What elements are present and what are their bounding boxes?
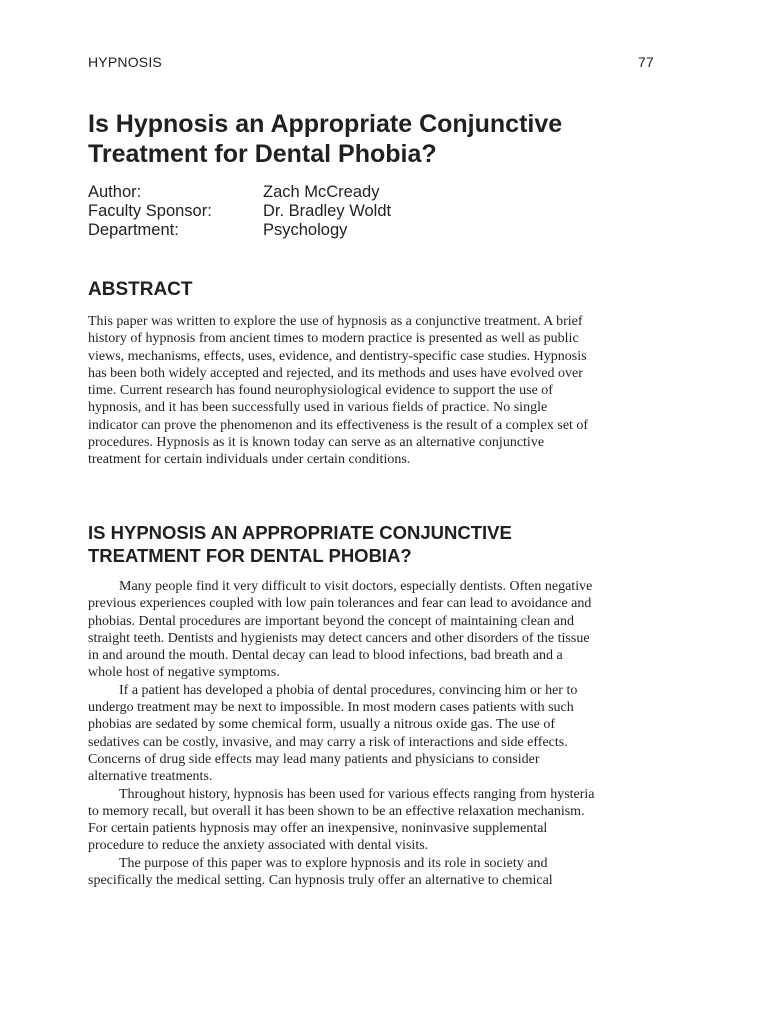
text-line: sedatives can be costly, invasive, and may carry a risk of interactions and side effects. xyxy=(88,734,568,750)
section-heading-line: TREATMENT FOR DENTAL PHOBIA? xyxy=(88,545,412,566)
meta-value: Dr. Bradley Woldt xyxy=(263,202,392,220)
text-line: treatment for certain individuals under certain conditions. xyxy=(88,452,411,468)
paper-title-line: Treatment for Dental Phobia? xyxy=(88,140,437,168)
text-line: alternative treatments. xyxy=(88,769,213,785)
text-line: procedure to reduce the anxiety associated with dental visits. xyxy=(88,838,429,854)
abstract-body xyxy=(88,313,668,469)
meta-value: Zach McCready xyxy=(263,183,380,201)
meta-row-sponsor xyxy=(88,202,391,221)
text-line: procedures. Hypnosis as it is known today can serve as an alternative conjunctive xyxy=(88,435,545,451)
text-line: hypnosis, and it has been successfully used in various fields of practice. No single xyxy=(88,400,548,416)
abstract-heading: ABSTRACT xyxy=(88,279,193,300)
section-heading-line: IS HYPNOSIS AN APPROPRIATE CONJUNCTIVE xyxy=(88,522,512,543)
text-line: indicator can prove the phenomenon and its effectiveness is the result of a complex set of xyxy=(88,417,589,433)
text-line: undergo treatment may be next to impossible. In most modern cases patients with such xyxy=(88,700,574,716)
text-line: Many people find it very difficult to visit doctors, especially dentists. Often negative xyxy=(119,579,593,594)
text-line: to memory recall, but overall it has been shown to be an effective relaxation mechanism. xyxy=(88,803,585,819)
paragraph xyxy=(88,682,668,786)
text-line: Concerns of drug side effects may lead many patients and physicians to consider xyxy=(88,751,540,767)
text-line: specifically the medical setting. Can hypnosis truly offer an alternative to chemical xyxy=(88,873,553,889)
paper-title-line: Is Hypnosis an Appropriate Conjunctive xyxy=(88,110,563,138)
meta-row-department xyxy=(88,221,391,240)
meta-row-author xyxy=(88,183,391,202)
running-head xyxy=(88,54,654,70)
text-line: previous experiences coupled with low pain tolerances and fear can lead to avoidance and xyxy=(88,596,592,612)
main-body xyxy=(88,578,668,889)
text-line: time. Current research has found neurophysiological evidence to support the use of xyxy=(88,383,553,399)
running-head-title: HYPNOSIS xyxy=(88,54,162,70)
text-line: whole host of negative symptoms. xyxy=(88,665,280,681)
text-line: For certain patients hypnosis may offer an inexpensive, noninvasive supplemental xyxy=(88,821,548,837)
text-line: has been both widely accepted and rejected, and its methods and uses have evolved over xyxy=(88,365,583,381)
meta-value: Psychology xyxy=(263,221,348,239)
paper-meta xyxy=(88,183,391,240)
paper-title xyxy=(88,109,688,169)
text-line: views, mechanisms, effects, uses, evidence, and dentistry-specific case studies. Hypnosis xyxy=(88,348,587,364)
text-line: If a patient has developed a phobia of dental procedures, convincing him or her to xyxy=(119,682,578,698)
text-line: phobias. Dental procedures are important beyond the concept of maintaining clean and xyxy=(88,613,574,629)
meta-label: Faculty Sponsor: xyxy=(88,202,212,220)
text-line: in and around the mouth. Dental decay can lead to blood infections, bad breath and a xyxy=(88,648,563,664)
text-line: history of hypnosis from ancient times to modern practice is presented as well as public xyxy=(88,331,579,347)
text-line: phobias are sedated by some chemical form, usually a nitrous oxide gas. The use of xyxy=(88,717,556,733)
section-heading xyxy=(88,521,688,567)
page-number: 77 xyxy=(638,54,654,70)
paragraph xyxy=(88,855,668,890)
meta-label: Author: xyxy=(88,183,142,201)
text-line: Throughout history, hypnosis has been used for various effects ranging from hysteria xyxy=(119,786,595,802)
text-line: The purpose of this paper was to explore hypnosis and its role in society and xyxy=(119,855,548,871)
meta-label: Department: xyxy=(88,221,179,239)
paragraph xyxy=(88,578,668,682)
paragraph xyxy=(88,786,668,855)
text-line: This paper was written to explore the use of hypnosis as a conjunctive treatment. A brief xyxy=(88,314,583,329)
text-line: straight teeth. Dentists and hygienists may detect cancers and other disorders of the tissue xyxy=(88,630,590,646)
